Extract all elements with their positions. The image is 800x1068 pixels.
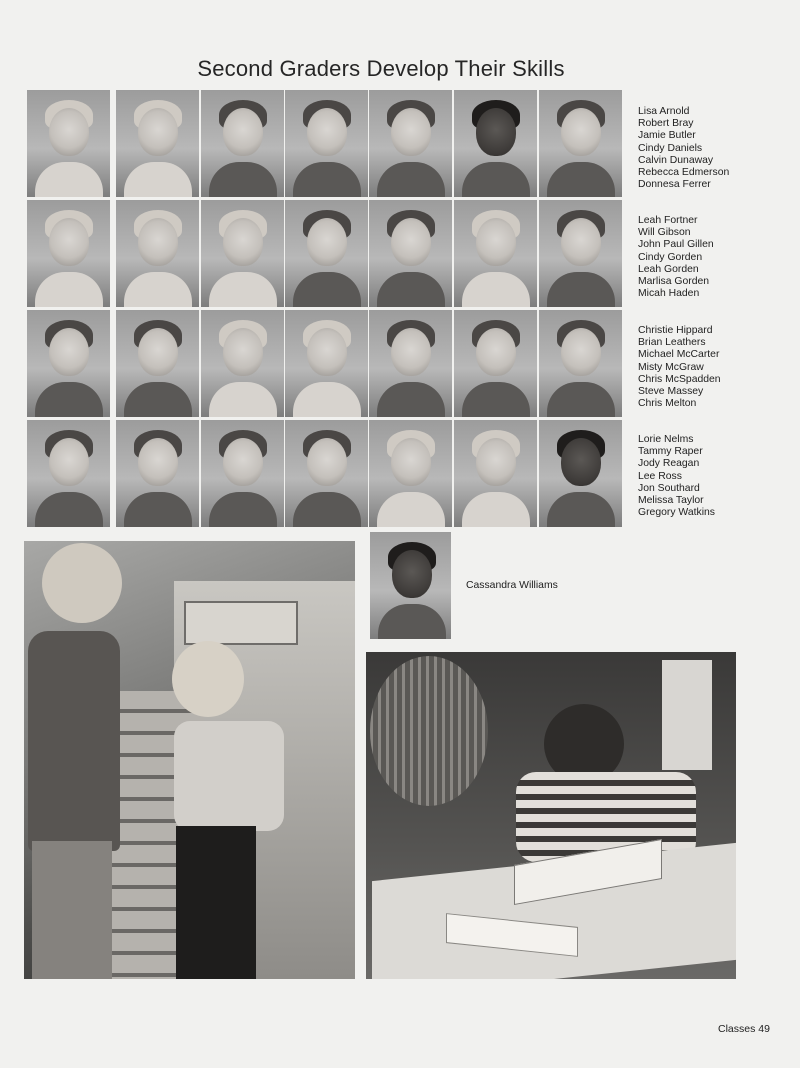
student-portrait — [539, 90, 622, 197]
student-portrait — [369, 90, 452, 197]
names-row-2 — [638, 215, 714, 300]
student-portrait — [27, 200, 110, 307]
student-name: Rebecca Edmerson — [638, 167, 730, 179]
student-portrait — [201, 90, 284, 197]
student-portrait — [201, 310, 284, 417]
student-portrait — [27, 90, 110, 197]
student-portrait — [285, 200, 368, 307]
student-portrait — [539, 200, 622, 307]
student-name: Christie Hippard — [638, 325, 713, 336]
student-portrait — [454, 420, 537, 527]
student-name: Gregory Watkins — [638, 507, 715, 519]
page-title: Second Graders Develop Their Skills — [197, 56, 565, 81]
student-name: Leah Fortner — [638, 215, 698, 226]
student-portrait — [201, 200, 284, 307]
student-name: Lisa Arnold — [638, 106, 690, 117]
student-name: Calvin Dunaway — [638, 154, 714, 166]
student-portrait — [116, 310, 199, 417]
student-portrait — [454, 90, 537, 197]
names-row-1 — [638, 106, 729, 191]
names-row-3 — [638, 325, 721, 410]
page-number: Classes 49 — [718, 1023, 770, 1035]
student-portrait — [369, 200, 452, 307]
student-name: Michael McCarter — [638, 349, 720, 361]
student-portrait — [285, 90, 368, 197]
student-portrait — [454, 310, 537, 417]
student-name: Micah Haden — [638, 288, 700, 300]
student-portrait — [116, 200, 199, 307]
student-portrait — [454, 200, 537, 307]
student-portrait — [201, 420, 284, 527]
student-name: Jon Southard — [638, 482, 700, 494]
student-name: Marlisa Gorden — [638, 276, 710, 288]
student-portrait — [27, 420, 110, 527]
student-portrait — [27, 310, 110, 417]
candid-photo-bookshelf — [24, 541, 355, 979]
student-name: Robert Bray — [638, 118, 694, 130]
student-portrait — [370, 532, 451, 639]
student-portrait — [116, 420, 199, 527]
student-name: Steve Massey — [638, 386, 704, 398]
student-name: Brian Leathers — [638, 337, 706, 349]
student-portrait — [285, 420, 368, 527]
student-name: Leah Gorden — [638, 263, 699, 275]
student-name: Cindy Gorden — [638, 251, 703, 263]
student-name: Jody Reagan — [638, 458, 700, 470]
student-name: John Paul Gillen — [638, 239, 714, 251]
student-portrait — [369, 420, 452, 527]
names-row-4 — [638, 434, 715, 519]
student-portrait — [539, 420, 622, 527]
student-name: Lorie Nelms — [638, 434, 694, 445]
student-name: Chris McSpadden — [638, 373, 721, 385]
student-name: Lee Ross — [638, 470, 682, 482]
candid-photo-writing — [366, 652, 736, 979]
student-name: Cassandra Williams — [466, 580, 558, 591]
student-name: Jamie Butler — [638, 130, 696, 142]
student-portrait — [539, 310, 622, 417]
student-portrait — [285, 310, 368, 417]
student-name: Donnesa Ferrer — [638, 179, 711, 191]
student-portrait — [116, 90, 199, 197]
student-name: Cindy Daniels — [638, 142, 703, 154]
student-name: Misty McGraw — [638, 361, 704, 373]
student-name: Will Gibson — [638, 227, 691, 239]
student-name: Melissa Taylor — [638, 495, 704, 507]
student-name: Tammy Raper — [638, 446, 703, 458]
student-name: Chris Melton — [638, 398, 697, 410]
student-portrait — [369, 310, 452, 417]
